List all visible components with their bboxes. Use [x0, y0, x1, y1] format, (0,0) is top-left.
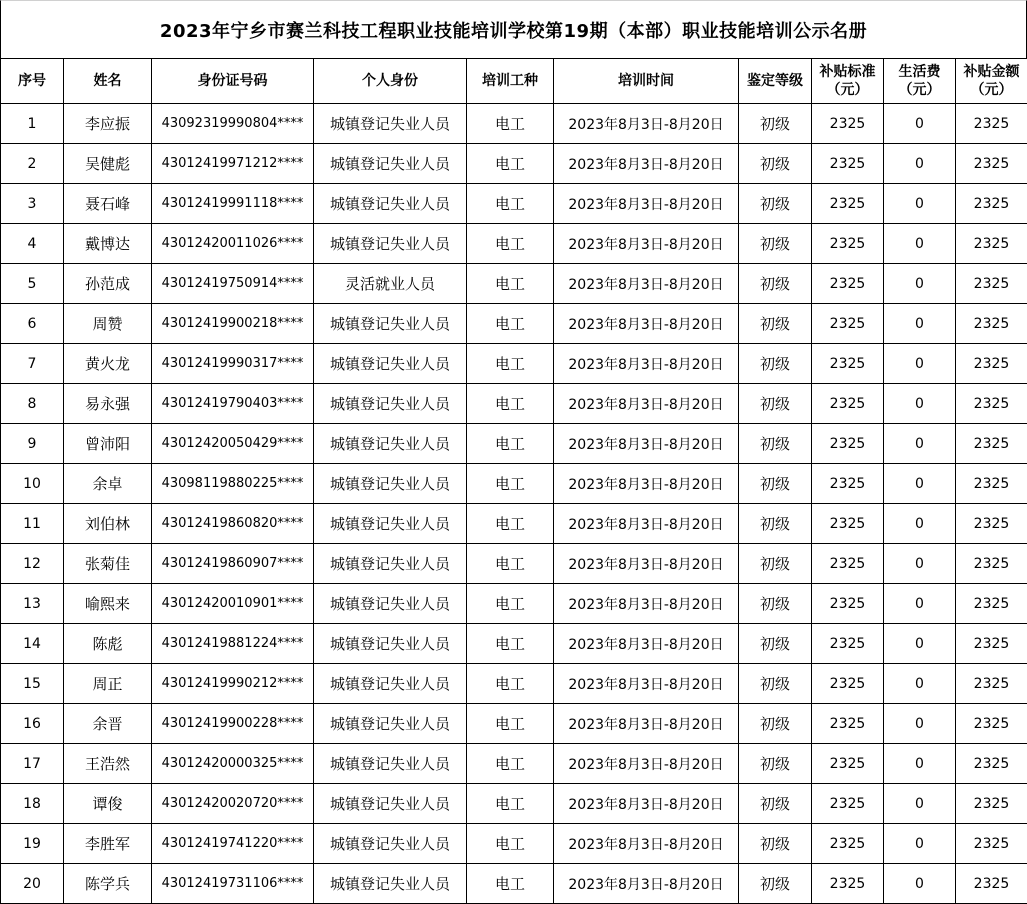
cell-id-number: 43012419900228**** — [152, 704, 314, 744]
cell-level: 初级 — [739, 424, 812, 464]
table-header-row — [1, 59, 1027, 104]
cell-trade: 电工 — [467, 704, 554, 744]
cell-id-number: 43012419750914**** — [152, 264, 314, 304]
cell-subsidy-standard: 2325 — [812, 624, 884, 664]
cell-subsidy-standard: 2325 — [812, 144, 884, 184]
cell-name: 周正 — [64, 664, 152, 704]
cell-identity: 城镇登记失业人员 — [314, 344, 467, 384]
cell-living-expense: 0 — [884, 864, 956, 904]
cell-living-expense: 0 — [884, 504, 956, 544]
cell-subsidy-amount: 2325 — [956, 264, 1027, 304]
cell-index: 6 — [1, 304, 64, 344]
cell-trade: 电工 — [467, 824, 554, 864]
cell-index: 18 — [1, 784, 64, 824]
cell-identity: 城镇登记失业人员 — [314, 424, 467, 464]
table-row — [1, 824, 1027, 864]
cell-id-number: 43012419860820**** — [152, 504, 314, 544]
cell-subsidy-standard: 2325 — [812, 344, 884, 384]
cell-identity: 城镇登记失业人员 — [314, 624, 467, 664]
cell-subsidy-standard: 2325 — [812, 744, 884, 784]
cell-living-expense: 0 — [884, 744, 956, 784]
cell-period: 2023年8月3日-8月20日 — [554, 584, 739, 624]
cell-identity: 城镇登记失业人员 — [314, 544, 467, 584]
cell-period: 2023年8月3日-8月20日 — [554, 624, 739, 664]
cell-level: 初级 — [739, 824, 812, 864]
cell-index: 13 — [1, 584, 64, 624]
cell-subsidy-standard: 2325 — [812, 544, 884, 584]
cell-identity: 城镇登记失业人员 — [314, 704, 467, 744]
cell-id-number: 43012419790403**** — [152, 384, 314, 424]
cell-name: 周赞 — [64, 304, 152, 344]
cell-level: 初级 — [739, 344, 812, 384]
cell-subsidy-amount: 2325 — [956, 864, 1027, 904]
cell-id-number: 43092319990804**** — [152, 104, 314, 144]
cell-id-number: 43098119880225**** — [152, 464, 314, 504]
cell-living-expense: 0 — [884, 544, 956, 584]
cell-period: 2023年8月3日-8月20日 — [554, 504, 739, 544]
cell-identity: 城镇登记失业人员 — [314, 504, 467, 544]
col-header-subsidy-amount: 补贴金额（元） — [956, 59, 1027, 104]
cell-period: 2023年8月3日-8月20日 — [554, 144, 739, 184]
cell-subsidy-amount: 2325 — [956, 584, 1027, 624]
cell-living-expense: 0 — [884, 104, 956, 144]
table-row — [1, 784, 1027, 824]
cell-index: 7 — [1, 344, 64, 384]
cell-identity: 城镇登记失业人员 — [314, 104, 467, 144]
cell-living-expense: 0 — [884, 344, 956, 384]
cell-subsidy-amount: 2325 — [956, 504, 1027, 544]
cell-identity: 城镇登记失业人员 — [314, 864, 467, 904]
cell-id-number: 43012419900218**** — [152, 304, 314, 344]
cell-period: 2023年8月3日-8月20日 — [554, 744, 739, 784]
table-row — [1, 624, 1027, 664]
cell-subsidy-amount: 2325 — [956, 624, 1027, 664]
cell-id-number: 43012420011026**** — [152, 224, 314, 264]
col-header-subsidy-standard: 补贴标准（元） — [812, 59, 884, 104]
cell-id-number: 43012420010901**** — [152, 584, 314, 624]
table-row — [1, 224, 1027, 264]
cell-identity: 城镇登记失业人员 — [314, 744, 467, 784]
cell-id-number: 43012420000325**** — [152, 744, 314, 784]
cell-level: 初级 — [739, 584, 812, 624]
cell-subsidy-amount: 2325 — [956, 304, 1027, 344]
cell-level: 初级 — [739, 624, 812, 664]
cell-level: 初级 — [739, 384, 812, 424]
cell-id-number: 43012420020720**** — [152, 784, 314, 824]
cell-period: 2023年8月3日-8月20日 — [554, 664, 739, 704]
cell-living-expense: 0 — [884, 464, 956, 504]
col-header-period: 培训时间 — [554, 59, 739, 104]
table-row — [1, 584, 1027, 624]
cell-trade: 电工 — [467, 584, 554, 624]
cell-id-number: 43012419990212**** — [152, 664, 314, 704]
cell-name: 黄火龙 — [64, 344, 152, 384]
cell-living-expense: 0 — [884, 224, 956, 264]
cell-level: 初级 — [739, 264, 812, 304]
cell-subsidy-standard: 2325 — [812, 664, 884, 704]
cell-name: 余卓 — [64, 464, 152, 504]
cell-subsidy-standard: 2325 — [812, 864, 884, 904]
cell-index: 2 — [1, 144, 64, 184]
cell-name: 余晋 — [64, 704, 152, 744]
cell-subsidy-standard: 2325 — [812, 264, 884, 304]
cell-subsidy-amount: 2325 — [956, 384, 1027, 424]
cell-name: 孙范成 — [64, 264, 152, 304]
cell-identity: 城镇登记失业人员 — [314, 224, 467, 264]
cell-name: 易永强 — [64, 384, 152, 424]
cell-living-expense: 0 — [884, 624, 956, 664]
table-row — [1, 264, 1027, 304]
table-row — [1, 504, 1027, 544]
cell-subsidy-amount: 2325 — [956, 104, 1027, 144]
cell-name: 谭俊 — [64, 784, 152, 824]
cell-subsidy-amount: 2325 — [956, 664, 1027, 704]
table-row — [1, 104, 1027, 144]
document-title: 2023年宁乡市赛兰科技工程职业技能培训学校第19期（本部）职业技能培训公示名册 — [0, 0, 1027, 58]
table-row — [1, 304, 1027, 344]
cell-subsidy-amount: 2325 — [956, 184, 1027, 224]
cell-identity: 城镇登记失业人员 — [314, 824, 467, 864]
cell-living-expense: 0 — [884, 664, 956, 704]
cell-name: 李应振 — [64, 104, 152, 144]
table-row — [1, 704, 1027, 744]
cell-identity: 城镇登记失业人员 — [314, 584, 467, 624]
cell-index: 14 — [1, 624, 64, 664]
cell-index: 5 — [1, 264, 64, 304]
cell-identity: 城镇登记失业人员 — [314, 384, 467, 424]
cell-id-number: 43012419731106**** — [152, 864, 314, 904]
cell-subsidy-standard: 2325 — [812, 824, 884, 864]
cell-index: 1 — [1, 104, 64, 144]
cell-level: 初级 — [739, 224, 812, 264]
table-row — [1, 544, 1027, 584]
col-header-index: 序号 — [1, 59, 64, 104]
cell-id-number: 43012420050429**** — [152, 424, 314, 464]
cell-living-expense: 0 — [884, 824, 956, 864]
cell-period: 2023年8月3日-8月20日 — [554, 384, 739, 424]
table-row — [1, 184, 1027, 224]
cell-subsidy-standard: 2325 — [812, 504, 884, 544]
table-row — [1, 664, 1027, 704]
cell-name: 吴健彪 — [64, 144, 152, 184]
cell-trade: 电工 — [467, 664, 554, 704]
cell-index: 10 — [1, 464, 64, 504]
cell-trade: 电工 — [467, 224, 554, 264]
cell-index: 9 — [1, 424, 64, 464]
cell-period: 2023年8月3日-8月20日 — [554, 464, 739, 504]
cell-level: 初级 — [739, 744, 812, 784]
cell-index: 15 — [1, 664, 64, 704]
cell-identity: 城镇登记失业人员 — [314, 664, 467, 704]
cell-id-number: 43012419881224**** — [152, 624, 314, 664]
cell-identity: 城镇登记失业人员 — [314, 144, 467, 184]
cell-name: 曾沛阳 — [64, 424, 152, 464]
cell-subsidy-amount: 2325 — [956, 344, 1027, 384]
cell-trade: 电工 — [467, 264, 554, 304]
cell-index: 11 — [1, 504, 64, 544]
cell-subsidy-amount: 2325 — [956, 464, 1027, 504]
cell-trade: 电工 — [467, 624, 554, 664]
cell-identity: 城镇登记失业人员 — [314, 304, 467, 344]
cell-period: 2023年8月3日-8月20日 — [554, 304, 739, 344]
cell-level: 初级 — [739, 304, 812, 344]
cell-id-number: 43012419741220**** — [152, 824, 314, 864]
cell-period: 2023年8月3日-8月20日 — [554, 864, 739, 904]
cell-period: 2023年8月3日-8月20日 — [554, 704, 739, 744]
table-row — [1, 144, 1027, 184]
col-header-level: 鉴定等级 — [739, 59, 812, 104]
cell-index: 19 — [1, 824, 64, 864]
table-row — [1, 864, 1027, 904]
cell-trade: 电工 — [467, 144, 554, 184]
cell-identity: 城镇登记失业人员 — [314, 784, 467, 824]
cell-subsidy-standard: 2325 — [812, 184, 884, 224]
cell-level: 初级 — [739, 704, 812, 744]
cell-period: 2023年8月3日-8月20日 — [554, 344, 739, 384]
cell-period: 2023年8月3日-8月20日 — [554, 424, 739, 464]
cell-level: 初级 — [739, 544, 812, 584]
cell-level: 初级 — [739, 464, 812, 504]
cell-period: 2023年8月3日-8月20日 — [554, 544, 739, 584]
cell-subsidy-standard: 2325 — [812, 304, 884, 344]
cell-level: 初级 — [739, 864, 812, 904]
cell-level: 初级 — [739, 504, 812, 544]
cell-period: 2023年8月3日-8月20日 — [554, 784, 739, 824]
cell-living-expense: 0 — [884, 584, 956, 624]
cell-name: 李胜军 — [64, 824, 152, 864]
cell-name: 戴博达 — [64, 224, 152, 264]
cell-subsidy-amount: 2325 — [956, 824, 1027, 864]
cell-name: 陈彪 — [64, 624, 152, 664]
cell-trade: 电工 — [467, 744, 554, 784]
cell-subsidy-standard: 2325 — [812, 464, 884, 504]
cell-level: 初级 — [739, 104, 812, 144]
cell-name: 聂石峰 — [64, 184, 152, 224]
cell-index: 20 — [1, 864, 64, 904]
cell-subsidy-standard: 2325 — [812, 424, 884, 464]
cell-subsidy-standard: 2325 — [812, 704, 884, 744]
cell-period: 2023年8月3日-8月20日 — [554, 224, 739, 264]
cell-subsidy-standard: 2325 — [812, 784, 884, 824]
cell-subsidy-amount: 2325 — [956, 784, 1027, 824]
cell-trade: 电工 — [467, 864, 554, 904]
cell-trade: 电工 — [467, 344, 554, 384]
cell-subsidy-standard: 2325 — [812, 104, 884, 144]
cell-level: 初级 — [739, 144, 812, 184]
col-header-id-number: 身份证号码 — [152, 59, 314, 104]
col-header-name: 姓名 — [64, 59, 152, 104]
cell-period: 2023年8月3日-8月20日 — [554, 184, 739, 224]
cell-trade: 电工 — [467, 544, 554, 584]
cell-period: 2023年8月3日-8月20日 — [554, 104, 739, 144]
cell-subsidy-amount: 2325 — [956, 744, 1027, 784]
cell-index: 4 — [1, 224, 64, 264]
cell-subsidy-standard: 2325 — [812, 224, 884, 264]
cell-index: 16 — [1, 704, 64, 744]
cell-id-number: 43012419971212**** — [152, 144, 314, 184]
cell-living-expense: 0 — [884, 784, 956, 824]
cell-id-number: 43012419991118**** — [152, 184, 314, 224]
col-header-identity: 个人身份 — [314, 59, 467, 104]
cell-subsidy-amount: 2325 — [956, 424, 1027, 464]
cell-index: 12 — [1, 544, 64, 584]
cell-period: 2023年8月3日-8月20日 — [554, 264, 739, 304]
cell-subsidy-amount: 2325 — [956, 544, 1027, 584]
table-row — [1, 424, 1027, 464]
table-row — [1, 464, 1027, 504]
cell-index: 8 — [1, 384, 64, 424]
cell-id-number: 43012419990317**** — [152, 344, 314, 384]
cell-id-number: 43012419860907**** — [152, 544, 314, 584]
cell-trade: 电工 — [467, 304, 554, 344]
table-row — [1, 384, 1027, 424]
cell-living-expense: 0 — [884, 384, 956, 424]
cell-trade: 电工 — [467, 384, 554, 424]
roster-table — [0, 58, 1027, 904]
cell-name: 张菊佳 — [64, 544, 152, 584]
cell-level: 初级 — [739, 184, 812, 224]
cell-trade: 电工 — [467, 104, 554, 144]
cell-living-expense: 0 — [884, 304, 956, 344]
cell-index: 17 — [1, 744, 64, 784]
cell-level: 初级 — [739, 664, 812, 704]
cell-trade: 电工 — [467, 424, 554, 464]
table-body — [1, 104, 1027, 904]
cell-subsidy-standard: 2325 — [812, 384, 884, 424]
col-header-trade: 培训工种 — [467, 59, 554, 104]
col-header-living-expense: 生活费（元） — [884, 59, 956, 104]
cell-name: 王浩然 — [64, 744, 152, 784]
cell-trade: 电工 — [467, 464, 554, 504]
cell-trade: 电工 — [467, 184, 554, 224]
cell-identity: 城镇登记失业人员 — [314, 464, 467, 504]
cell-living-expense: 0 — [884, 424, 956, 464]
cell-name: 刘伯林 — [64, 504, 152, 544]
cell-living-expense: 0 — [884, 704, 956, 744]
cell-living-expense: 0 — [884, 144, 956, 184]
cell-level: 初级 — [739, 784, 812, 824]
cell-subsidy-amount: 2325 — [956, 224, 1027, 264]
cell-subsidy-amount: 2325 — [956, 704, 1027, 744]
cell-trade: 电工 — [467, 784, 554, 824]
table-row — [1, 744, 1027, 784]
cell-subsidy-amount: 2325 — [956, 144, 1027, 184]
table-row — [1, 344, 1027, 384]
cell-index: 3 — [1, 184, 64, 224]
cell-name: 陈学兵 — [64, 864, 152, 904]
cell-living-expense: 0 — [884, 264, 956, 304]
cell-period: 2023年8月3日-8月20日 — [554, 824, 739, 864]
cell-trade: 电工 — [467, 504, 554, 544]
cell-subsidy-standard: 2325 — [812, 584, 884, 624]
cell-identity: 城镇登记失业人员 — [314, 184, 467, 224]
cell-name: 喻熙来 — [64, 584, 152, 624]
cell-identity: 灵活就业人员 — [314, 264, 467, 304]
cell-living-expense: 0 — [884, 184, 956, 224]
